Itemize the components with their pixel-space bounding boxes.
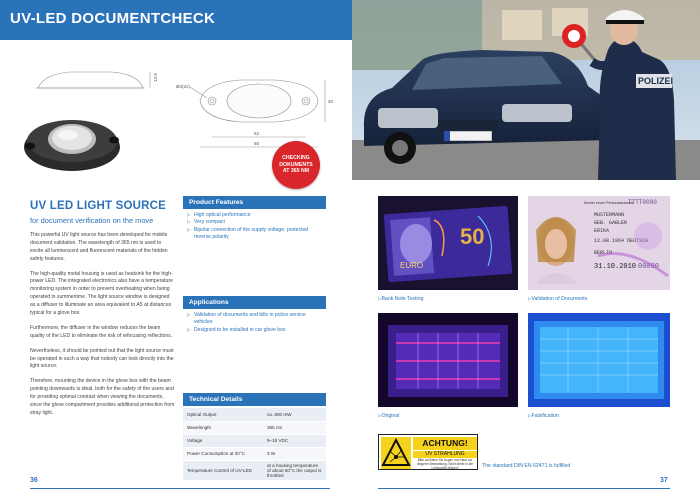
product-features-box (183, 196, 326, 242)
body-paragraph: This powerful UV light source has been developed for mobile document validation. The wavelength of 365 nm is used to excite all luminescent and fluorescent materials of the hidden safety features. (30, 232, 168, 262)
tech-value: 365 nm (263, 421, 326, 434)
tech-key: Voltage (183, 434, 263, 447)
banknote-currency: EURO (400, 261, 424, 270)
original-caption: ▷ Original (378, 413, 399, 419)
tech-key: Power Consumption at 20°C (183, 447, 263, 460)
dim-inner-label: 52 (254, 131, 260, 136)
police-scene-image (352, 0, 700, 180)
dim-side-label: 40 (328, 99, 334, 104)
dim-hole-label: Ø4(2x) (176, 84, 190, 89)
warning-subheading: UV STRAHLUNG (413, 451, 477, 458)
id-line: 00000 (638, 263, 660, 271)
feature-item: ▷ Very compact (187, 219, 324, 226)
banknote-uv-image (378, 196, 518, 290)
badge-line: CHECKING (282, 155, 310, 162)
dim-height-label: 13.9 (153, 73, 158, 82)
page-number-right: 37 (660, 477, 668, 484)
id-line: BERLIN (594, 250, 613, 256)
original-uv-image (378, 313, 518, 407)
section-subtitle: for document verification on the move (30, 216, 154, 225)
warning-text: Bitte schützen Sie Augen und Haut vor längerer Bestrahlung. Nicht direkt in die Lichtquelle blicken! (417, 458, 473, 470)
polizei-sign: POLIZEI (638, 76, 674, 86)
original-photo (378, 313, 518, 407)
side-profile-drawing (36, 72, 150, 88)
applications-title: Applications (183, 296, 326, 309)
tech-key: Temperature Control of UV-LED (183, 460, 263, 480)
falsification-uv-image (528, 313, 670, 407)
feature-item: ▷ Bipolar connection of the supply voltage, protected reverse polarity (187, 227, 324, 242)
application-item: ▷ Validation of documents and bills in police service vehicles (187, 312, 324, 327)
id-serial: TTTT0000 (628, 199, 657, 206)
standard-note: The standard DIN EN 62471 is fulfilled (482, 463, 571, 469)
application-list (183, 309, 326, 334)
tech-key: Optical Output (183, 408, 263, 421)
tech-value: ca. 800 mW (263, 408, 326, 421)
applications-box (183, 296, 326, 334)
page-number-left: 36 (30, 477, 38, 484)
table-row (183, 460, 326, 480)
tech-table (183, 408, 326, 481)
technical-details-title: Technical Details (183, 393, 326, 406)
feature-list (183, 209, 326, 242)
body-paragraph: Nevertheless, it should be pointed out that the light source must be operated in such a way that nobody can look directly into the light source. (30, 347, 174, 370)
falsification-caption: ▷ Falsification (528, 413, 559, 419)
product-features-title: Product Features (183, 196, 326, 209)
banknote-photo (378, 196, 518, 290)
table-row (183, 434, 326, 447)
id-line: 12.08.1964 DEUTSCH (594, 238, 649, 244)
badge-line: DOKUMENTS (279, 161, 313, 168)
laser-warning-icon (381, 437, 411, 469)
checking-badge (272, 141, 320, 189)
id-header: Muster neuer Personalausweis (584, 201, 634, 205)
id-line: GEB. GABLER (594, 220, 628, 226)
header-band (0, 0, 352, 40)
intro-column (30, 200, 175, 418)
technical-details-box (183, 393, 326, 481)
uv-warning-sign (378, 434, 478, 470)
feature-item: ▷ High optical performance (187, 212, 324, 219)
id-card-caption: ▷ Validation of Documents (528, 296, 587, 302)
badge-line: AT 365 NM (282, 168, 310, 175)
id-line: MUSTERMANN (594, 212, 625, 218)
tech-value: at a housing temperature of about 50°C the output is throttled (263, 460, 326, 480)
table-row (183, 421, 326, 434)
table-row (183, 447, 326, 460)
body-paragraph: Furthermore, the diffuser in the window reduces the beam quality of the LED to eliminate the risk of refocusing reflections. (30, 324, 173, 339)
id-card-uv-image (528, 196, 670, 290)
banknote-value: 50 (460, 224, 485, 249)
device-image (24, 120, 120, 171)
body-paragraph: The high-quality metal housing is used as heatsink for the high-power LED. The integrated electronics also have a temperature monitoring system in order to prevent overheating when being operated in summertime. The light source window is designed as a diffuser to illuminate an area equivalent to A5 at distances typical for a glove box. (30, 270, 173, 317)
falsification-photo (528, 313, 670, 407)
footer-divider (378, 488, 670, 489)
id-card-photo (528, 196, 670, 290)
table-row (183, 408, 326, 421)
top-view-drawing (190, 80, 325, 147)
application-item: ▷ Designed to be installed in car glove box (187, 327, 324, 334)
footer-divider (30, 488, 330, 489)
tech-value: 3 W (263, 447, 326, 460)
page-title: UV-LED DOCUMENTCHECK (10, 10, 216, 27)
tech-value: 9–15 VDC (263, 434, 326, 447)
section-title: UV LED LIGHT SOURCE (30, 200, 167, 212)
id-line: 31.10.2010 (594, 263, 637, 271)
police-photo (352, 0, 700, 180)
tech-key: Wavelength (183, 421, 263, 434)
warning-heading: ACHTUNG! (413, 437, 477, 450)
body-paragraph: Therefore, mounting the device in the glove box with the beam pointing downwards is ideal, both for the safety of the users and for providing optimal contrast when viewing the documents, since the glove compartment provides additional protection from stray light. (30, 378, 175, 416)
id-line: ERIKA (594, 228, 610, 234)
dim-outer-label: 65 (254, 141, 260, 146)
banknote-caption: ▷ Bank Note Testing (378, 296, 423, 302)
